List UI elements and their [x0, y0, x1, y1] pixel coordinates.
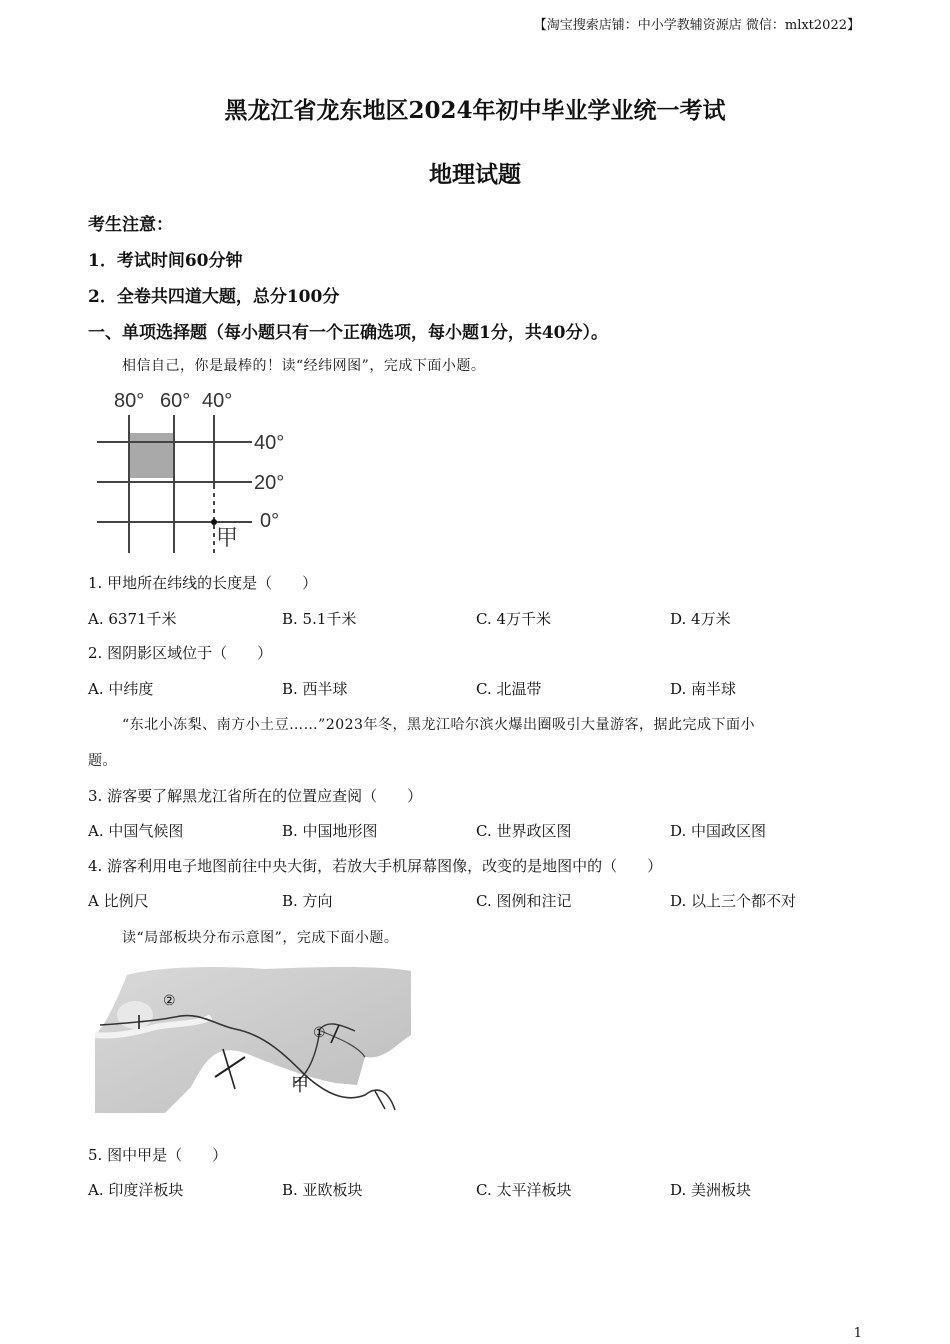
q1-option-a: A. 6371千米	[88, 610, 177, 628]
label-1: ①	[313, 1025, 326, 1041]
q4-option-b: B. 方向	[282, 892, 333, 910]
plate-map-figure	[95, 965, 413, 1115]
lon-label-40: 40°	[202, 390, 233, 412]
q4-stem: 4. 游客利用电子地图前往中央大街，若放大手机屏幕图像，改变的是地图中的（ ）	[88, 857, 663, 875]
graticule-figure	[92, 385, 307, 557]
intro-1: 相信自己，你是最棒的！读“经纬网图”，完成下面小题。	[122, 358, 486, 374]
q5-option-d: D. 美洲板块	[670, 1181, 752, 1199]
q3-option-d: D. 中国政区图	[670, 822, 767, 840]
q2-stem: 2. 图阴影区域位于（ ）	[88, 644, 273, 662]
notice-item-2: 2．全卷共四道大题，总分100分	[88, 287, 340, 307]
q5-stem: 5. 图中甲是（ ）	[88, 1146, 228, 1164]
point-jia-label: 甲	[216, 526, 239, 551]
q3-option-c: C. 世界政区图	[476, 822, 572, 840]
q1-option-b: B. 5.1千米	[282, 610, 357, 628]
q2-option-c: C. 北温带	[476, 680, 542, 698]
page-number: 1	[853, 1326, 862, 1341]
q1-option-d: D. 4万米	[670, 610, 731, 628]
q2-option-b: B. 西半球	[282, 680, 348, 698]
section-1-heading: 一、单项选择题（每小题只有一个正确选项，每小题1分，共40分）。	[88, 323, 608, 343]
q5-option-c: C. 太平洋板块	[476, 1181, 572, 1199]
intro-3: 读“局部板块分布示意图”，完成下面小题。	[122, 930, 399, 946]
water-patch	[117, 1001, 153, 1029]
q4-option-a: A 比例尺	[88, 892, 149, 910]
lat-label-0: 0°	[260, 510, 280, 532]
notice-heading: 考生注意：	[88, 215, 173, 235]
lat-label-20: 20°	[254, 472, 285, 494]
lon-label-80: 80°	[114, 390, 145, 412]
arrow-line-2	[223, 1049, 235, 1089]
notice-item-1: 1．考试时间60分钟	[88, 251, 243, 271]
q2-option-a: A. 中纬度	[88, 680, 154, 698]
q1-stem: 1. 甲地所在纬线的长度是（ ）	[88, 574, 318, 592]
q4-option-d: D. 以上三个都不对	[670, 892, 797, 910]
q3-option-a: A. 中国气候图	[88, 822, 184, 840]
header-note: 【淘宝搜索店铺：中小学教辅资源店 微信：mlxt2022】	[533, 18, 860, 33]
q4-option-c: C. 图例和注记	[476, 892, 572, 910]
q5-option-a: A. 印度洋板块	[88, 1181, 184, 1199]
edge-tick	[375, 1091, 385, 1109]
q5-option-b: B. 亚欧板块	[282, 1181, 363, 1199]
exam-subtitle: 地理试题	[429, 161, 521, 188]
exam-title: 黑龙江省龙东地区2024年初中毕业学业统一考试	[224, 97, 726, 124]
label-2: ②	[163, 993, 176, 1009]
q3-option-b: B. 中国地形图	[282, 822, 378, 840]
intro-2-line-1: “东北小冻梨、南方小土豆……”2023年冬，黑龙江哈尔滨火爆出圈吸引大量游客，据此完成下面小	[122, 717, 755, 733]
lat-label-40: 40°	[254, 432, 285, 454]
point-jia-marker	[211, 519, 217, 525]
landmass	[95, 967, 411, 1113]
label-jia: 甲	[291, 1075, 309, 1096]
q1-option-c: C. 4万千米	[476, 610, 552, 628]
q2-option-d: D. 南半球	[670, 680, 737, 698]
shaded-area	[129, 433, 174, 478]
q3-stem: 3. 游客要了解黑龙江省所在的位置应查阅（ ）	[88, 787, 423, 805]
lon-label-60: 60°	[160, 390, 191, 412]
intro-2-line-2: 题。	[88, 753, 117, 769]
